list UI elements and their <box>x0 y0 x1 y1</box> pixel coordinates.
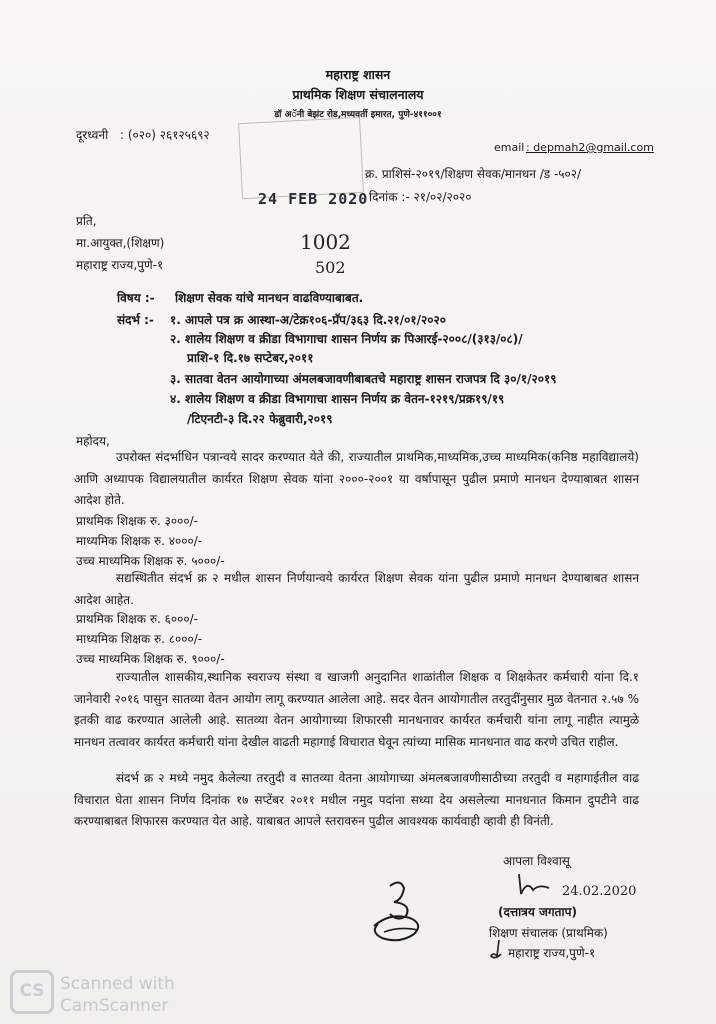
reference-line: /टिएनटी-३ दि.२२ फेब्रुवारी,२०१९ <box>187 412 333 426</box>
recipient-place: महाराष्ट्र राज्य,पुणे-१ <box>76 258 164 272</box>
reference-date: दिनांक :- २१/०२/२०२० <box>369 190 472 204</box>
file-number: 502 <box>315 258 346 277</box>
watermark-line1: Scanned with <box>60 974 175 994</box>
phone-value: : (०२०) २६१२५६९२ <box>120 128 210 142</box>
official-signature <box>360 878 440 953</box>
list-item: उच्च माध्यमिक शिक्षक रु. ९०००/- <box>76 652 225 666</box>
subject-label: विषय :- <box>117 291 155 305</box>
list-item: प्राथमिक शिक्षक रु. ३०००/- <box>76 514 198 528</box>
recipient-to: प्रति, <box>76 214 97 228</box>
signatory-place: महाराष्ट्र राज्य,पुणे-१ <box>508 946 596 960</box>
directorate-title: प्राथमिक शिक्षण संचालनालय <box>292 87 424 102</box>
reference-line: २. शालेय शिक्षण व क्रीडा विभागाचा शासन निर्णय क्र पिआरई-२००८/(३१३/०८)/ <box>170 332 523 346</box>
email-value: : depmah2@gmail.com <box>526 141 654 154</box>
receipt-stamp <box>238 117 364 199</box>
list-item: प्राथमिक शिक्षक रु. ६०००/- <box>76 612 198 626</box>
signatory-name: (दत्तात्रय जगताप) <box>498 905 577 919</box>
camscanner-logo: CS <box>10 970 54 1014</box>
paragraph-4: संदर्भ क्र २ मध्ये नमुद केलेल्या तरतुदी व सातव्या वेतना आयोगाच्या अंमलबजावणीसाठीच्या तरतुदी व महागाईतील वाढ विचारात घेता शासन निर्णय दिनांक १७ सप्टेंबर २०११ मधील नमुद पदांना सध्या देय असलेल्या मानधनात किमान दुपटीने वाढ करण्याबाबत शिफारस करण्यात येत आहे. याबाबत आपले स्तरावरुन पुढील आवश्यक कार्यवाही व्हावी ही विनंती. <box>74 771 639 828</box>
inward-number: 1002 <box>300 230 351 254</box>
paragraph-2: सद्यस्थितीत संदर्भ क्र २ मधील शासन निर्णयान्वये कार्यरत शिक्षण सेवक यांना पुढील प्रमाणे मानधन देण्याबाबत शासन आदेश आहेत. <box>74 571 639 607</box>
list-item: उच्च माध्यमिक शिक्षक रु. ५०००/- <box>76 554 225 568</box>
recipient-name: मा.आयुक्त,(शिक्षण) <box>76 236 165 250</box>
phone-label: दूरध्वनी <box>76 128 109 142</box>
closing-yours: आपला विश्वासू <box>503 854 570 868</box>
reference-line: ४. शालेय शिक्षण व क्रीडा विभागाचा शासन निर्णय क्र वेतन-१२१९/प्रक्र१९/१९ <box>170 392 505 406</box>
reference-number: क्र. प्राशिसं-२०१९/शिक्षण सेवक/मानधन /ड -५०२/ <box>365 167 582 181</box>
list-item: माध्यमिक शिक्षक रु. ४०००/- <box>76 534 203 548</box>
signature-date: 24.02.2020 <box>562 884 637 899</box>
reference-line: प्राशि-१ दि.१७ सप्टेबर,२०११ <box>187 351 314 365</box>
office-address: डॉ अॅनी बेझंट रोड,मध्यवर्ती इमारत, पुणे-४११००१ <box>274 110 442 120</box>
reference-line: ३. सातवा वेतन आयोगाच्या अंमलबजावणीबाबतचे महाराष्ट्र शासन राजपत्र दि ३०/१/२०१९ <box>170 372 557 386</box>
paragraph-3: राज्यातील शासकीय,स्थानिक स्वराज्य संस्था व खाजगी अनुदानित शाळांतील शिक्षक व शिक्षकेतर कर्मचारी यांना दि.१ जानेवारी २०१६ पासुन सातव्या वेतन आयोग लागू करण्यात आलेला आहे. सदर वेतन आयोगातील तरतुदींनुसार मुळ वेतनात २.५७ % इतकी वाढ करण्यात आलेली आहे. सातव्या वेतन आयोगाच्या शिफारसी मानधनावर कार्यरत कर्मचारी यांना लागू नाहीत त्यामुळे मानधन तत्वावर कार्यरत कर्मचारी यांना देखील वाढती महागाई विचारात घेवून त्यांच्या मासिक मानधनात वाढ करणे उचित राहील. <box>74 670 639 749</box>
paragraph-1: उपरोक्त संदर्भाधिन पत्रान्वये सादर करण्यात येते की, राज्यातील प्राथमिक,माध्यमिक,उच्च माध्यमिक(कनिष्ठ महाविद्यालये) आणि अध्यापक विद्यालयातील कार्यरत शिक्षण सेवक यांना २०००-२००१ या वर्षापासून पुढील प्रमाणे मानधन देण्याबाबत शासन आदेश होते. <box>74 450 639 507</box>
references-label: संदर्भ :- <box>117 313 154 327</box>
watermark-line2: CamScanner <box>60 996 169 1016</box>
initial-mark <box>489 938 505 960</box>
signature-scribble <box>515 870 555 900</box>
salutation: महोदय, <box>76 434 110 448</box>
received-date-stamp: 24 FEB 2020 <box>258 190 369 208</box>
list-item: माध्यमिक शिक्षक रु. ८०००/- <box>76 632 203 646</box>
reference-line: १. आपले पत्र क्र आस्था-अ/टेक्र१०६-प्रॅप/३६३ दि.२१/०१/२०२० <box>170 313 446 327</box>
subject-text: शिक्षण सेवक यांचे मानधन वाढविण्याबाबत. <box>175 291 364 305</box>
signatory-designation: शिक्षण संचालक (प्राथमिक) <box>489 926 608 940</box>
govt-title: महाराष्ट्र शासन <box>325 67 391 82</box>
email-label: email <box>494 141 525 154</box>
